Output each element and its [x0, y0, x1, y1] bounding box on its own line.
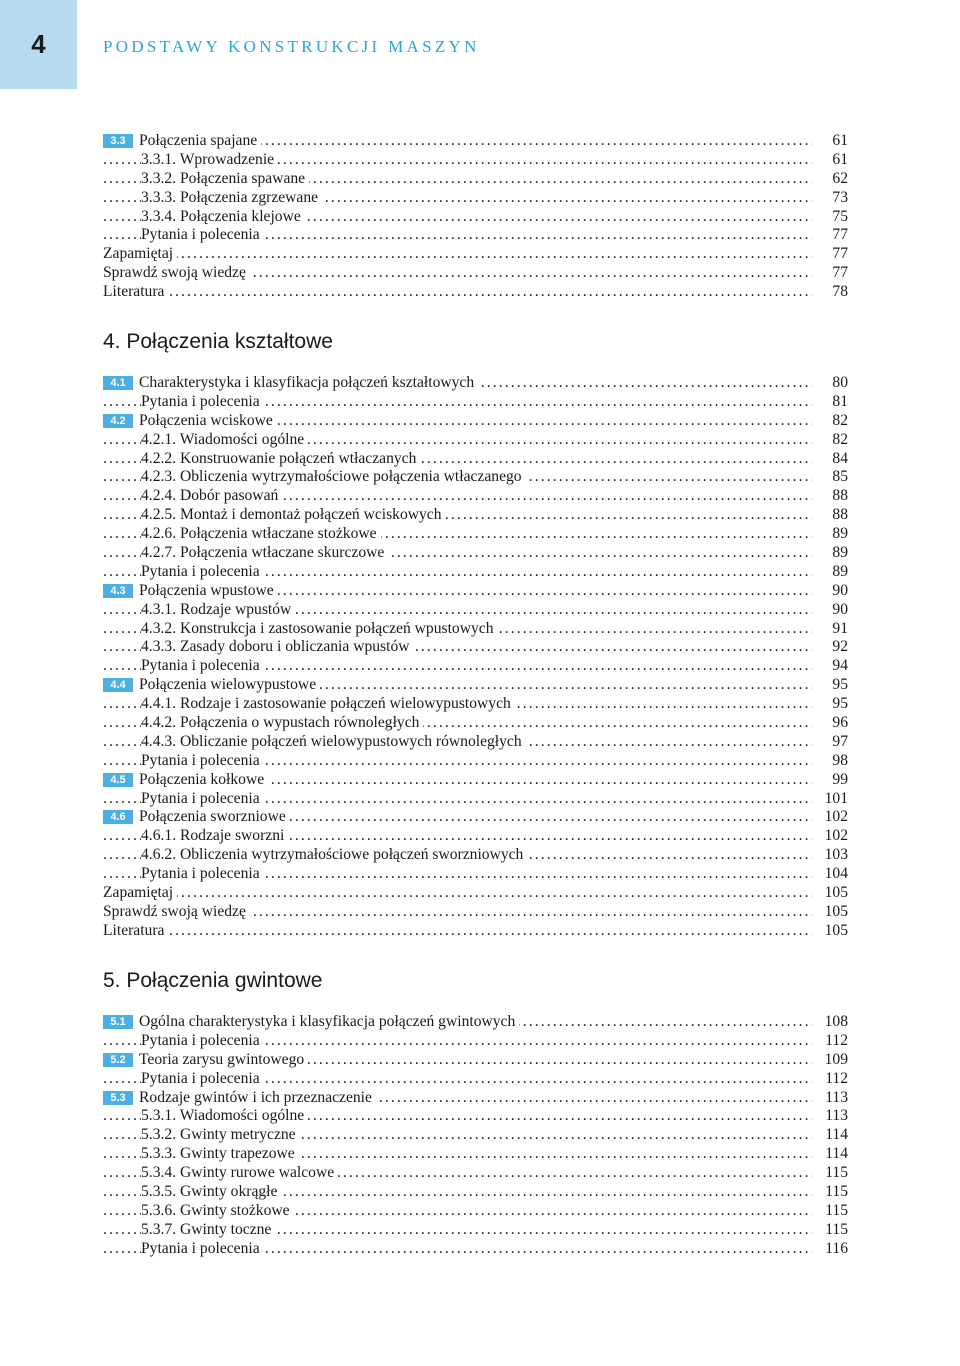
toc-page-number: 82 — [812, 431, 848, 450]
toc-page-number: 77 — [812, 226, 848, 245]
toc-entry-title: Pytania i polecenia — [141, 789, 260, 807]
section-number-badge: 5.1 — [103, 1015, 133, 1029]
page-number: 4 — [31, 29, 46, 59]
toc-entry-title: Połączenia sworzniowe — [139, 808, 286, 826]
toc-page-number: 115 — [812, 1221, 848, 1240]
toc-page-number: 84 — [812, 450, 848, 469]
toc-page-number: 62 — [812, 170, 848, 189]
toc-entry-title: Połączenia wielowypustowe — [139, 676, 317, 694]
toc-entry — [103, 468, 848, 487]
toc-entry-title: Rodzaje gwintów i ich przeznaczenie — [139, 1088, 372, 1106]
toc-entry-title: Pytania i polecenia — [141, 657, 260, 675]
toc-entry — [103, 563, 848, 582]
toc-page-number: 95 — [812, 676, 848, 695]
toc-entry — [103, 1202, 848, 1221]
toc-entry-title: 4.2.6. Połączenia wtłaczane stożkowe — [141, 525, 377, 543]
toc-entry — [103, 1183, 848, 1202]
toc-entry — [103, 582, 848, 601]
toc-entry-title: 3.3.4. Połączenia klejowe — [141, 207, 301, 225]
toc-entry — [103, 1240, 848, 1259]
toc-entry-title: Zapamiętaj — [103, 245, 174, 263]
page-number-box — [0, 0, 77, 89]
toc-entry-title: 4.6.1. Rodzaje sworzni — [141, 827, 285, 845]
toc-entry — [103, 412, 848, 431]
section-number-badge: 4.3 — [103, 584, 133, 598]
toc-entry-title: Literatura — [103, 921, 165, 939]
toc-page-number: 61 — [812, 132, 848, 151]
toc-page-number: 91 — [812, 620, 848, 639]
toc-entry-title: Pytania i polecenia — [141, 865, 260, 883]
toc-page-number: 96 — [812, 714, 848, 733]
toc-entry — [103, 714, 848, 733]
toc-page-number: 88 — [812, 487, 848, 506]
toc-entry — [103, 1107, 848, 1126]
toc-entry-title: Pytania i polecenia — [141, 562, 260, 580]
toc-entry — [103, 450, 848, 469]
toc-entry-title: Połączenia wpustowe — [139, 581, 274, 599]
toc-entry-title: 5.3.5. Gwinty okrągłe — [141, 1183, 278, 1201]
toc-entry-title: 5.3.4. Gwinty rurowe walcowe — [141, 1164, 335, 1182]
toc-entry — [103, 846, 848, 865]
toc-entry-title: Charakterystyka i klasyfikacja połączeń kształtowych — [139, 374, 475, 391]
section-number-badge: 4.6 — [103, 810, 133, 824]
toc-entry-title: 4.3.1. Rodzaje wpustów — [141, 600, 292, 618]
toc-entry — [103, 431, 848, 450]
toc-entry-title: 4.2.2. Konstruowanie połączeń wtłaczanych — [141, 449, 417, 467]
dot-leader — [103, 283, 812, 302]
toc-entry-title: 3.3.1. Wprowadzenie — [141, 150, 275, 168]
toc-entry-title: 5.3.1. Wiadomości ogólne — [141, 1107, 305, 1125]
toc-entry-title: Ogólna charakterystyka i klasyfikacja połączeń gwintowych — [139, 1013, 516, 1030]
toc-entry — [103, 189, 848, 208]
toc-entry-title: Pytania i polecenia — [141, 1031, 260, 1049]
toc-page-number: 105 — [812, 903, 848, 922]
toc-entry — [103, 903, 848, 922]
toc-page-number: 89 — [812, 525, 848, 544]
toc-entry-title: 4.3.3. Zasady doboru i obliczania wpustów — [141, 638, 410, 656]
toc-entry — [103, 657, 848, 676]
toc-entry — [103, 922, 848, 941]
toc-entry — [103, 676, 848, 695]
toc-entry — [103, 1070, 848, 1089]
toc-entry-title: Teoria zarysu gwintowego — [139, 1050, 305, 1068]
toc-entry-title: 3.3.2. Połączenia spawane — [141, 169, 306, 187]
toc-entry — [103, 132, 848, 151]
toc-chapter-5 — [103, 1013, 848, 1259]
toc-entry — [103, 1164, 848, 1183]
toc-page-number: 90 — [812, 582, 848, 601]
toc-entry — [103, 264, 848, 283]
toc-entry-title: Pytania i polecenia — [141, 392, 260, 410]
toc-page-number: 89 — [812, 544, 848, 563]
toc-page-number: 97 — [812, 733, 848, 752]
toc-page-number: 115 — [812, 1183, 848, 1202]
toc-entry — [103, 620, 848, 639]
toc-page-number: 114 — [812, 1145, 848, 1164]
toc-page-number: 73 — [812, 189, 848, 208]
toc-entry-title: 5.3.7. Gwinty toczne — [141, 1220, 272, 1238]
section-number-badge: 4.5 — [103, 773, 133, 787]
toc-entry-title: Literatura — [103, 283, 165, 301]
toc-page-number: 102 — [812, 827, 848, 846]
toc-entry — [103, 884, 848, 903]
toc-page-number: 98 — [812, 752, 848, 771]
toc-page-number: 82 — [812, 412, 848, 431]
toc-section-3 — [103, 132, 848, 302]
toc-entry-title: Zapamiętaj — [103, 884, 174, 902]
toc-entry-title: Pytania i polecenia — [141, 226, 260, 244]
toc-entry-title: Połączenia kołkowe — [139, 770, 265, 788]
running-title: PODSTAWY KONSTRUKCJI MASZYN — [103, 37, 480, 56]
toc-page-number: 61 — [812, 151, 848, 170]
section-number-badge: 4.2 — [103, 414, 133, 428]
toc-page-number: 105 — [812, 922, 848, 941]
toc-entry — [103, 733, 848, 752]
toc-entry-title: Sprawdź swoją wiedzę — [103, 902, 246, 920]
toc-page-number: 112 — [812, 1032, 848, 1051]
section-number-badge: 4.4 — [103, 678, 133, 692]
toc-entry-title: 4.3.2. Konstrukcja i zastosowanie połączeń wpustowych — [141, 619, 494, 637]
toc-page-number: 115 — [812, 1202, 848, 1221]
toc-entry — [103, 1221, 848, 1240]
toc-page-number: 109 — [812, 1051, 848, 1070]
toc-entry — [103, 374, 848, 393]
toc-entry-title: 5.3.2. Gwinty metryczne — [141, 1126, 296, 1144]
toc-entry — [103, 1051, 848, 1070]
toc-entry — [103, 487, 848, 506]
toc-page-number: 90 — [812, 601, 848, 620]
section-number-badge: 3.3 — [103, 134, 133, 148]
toc-entry-title: Pytania i polecenia — [141, 1069, 260, 1087]
toc-entry — [103, 601, 848, 620]
toc-entry — [103, 752, 848, 771]
toc-entry — [103, 1013, 848, 1032]
toc-entry — [103, 790, 848, 809]
toc-entry — [103, 1126, 848, 1145]
toc-entry-title: Sprawdź swoją wiedzę — [103, 264, 246, 282]
page-header — [0, 0, 960, 89]
toc-entry — [103, 1032, 848, 1051]
toc-page-number: 94 — [812, 657, 848, 676]
toc-entry — [103, 827, 848, 846]
toc-entry-title: 4.2.5. Montaż i demontaż połączeń wciskowych — [141, 506, 442, 524]
toc-entry — [103, 771, 848, 790]
section-number-badge: 5.2 — [103, 1053, 133, 1067]
toc-page-number: 88 — [812, 506, 848, 525]
toc-page-number: 104 — [812, 865, 848, 884]
toc-page-number: 113 — [812, 1089, 848, 1108]
toc-entry — [103, 245, 848, 264]
dot-leader — [103, 922, 812, 941]
toc-page-number: 77 — [812, 245, 848, 264]
toc-entry — [103, 808, 848, 827]
toc-page-number: 108 — [812, 1013, 848, 1032]
chapter-5-title: 5. Połączenia gwintowe — [103, 969, 323, 992]
toc-page-number: 92 — [812, 638, 848, 657]
toc-entry-title: Połączenia spajane — [139, 132, 258, 149]
toc-entry — [103, 544, 848, 563]
toc-entry — [103, 1089, 848, 1108]
toc-page-number: 114 — [812, 1126, 848, 1145]
dot-leader — [103, 884, 812, 903]
toc-entry — [103, 1145, 848, 1164]
toc-page-number: 89 — [812, 563, 848, 582]
chapter-4-title: 4. Połączenia kształtowe — [103, 330, 333, 353]
toc-entry — [103, 393, 848, 412]
toc-entry-title: 4.2.4. Dobór pasowań — [141, 487, 279, 505]
toc-page-number: 77 — [812, 264, 848, 283]
toc-page-number: 78 — [812, 283, 848, 302]
toc-entry-title: 4.6.2. Obliczenia wytrzymałościowe połączeń sworzniowych — [141, 846, 524, 864]
toc-entry-title: 4.4.3. Obliczanie połączeń wielowypustowych równoległych — [141, 732, 522, 750]
toc-entry-title: 4.2.1. Wiadomości ogólne — [141, 430, 305, 448]
section-number-badge: 4.1 — [103, 376, 133, 390]
toc-page-number: 105 — [812, 884, 848, 903]
toc-entry-title: 5.3.6. Gwinty stożkowe — [141, 1201, 290, 1219]
toc-entry-title: 3.3.3. Połączenia zgrzewane — [141, 188, 319, 206]
toc-entry-title: 4.4.2. Połączenia o wypustach równoległych — [141, 714, 420, 732]
toc-entry — [103, 226, 848, 245]
toc-entry — [103, 506, 848, 525]
toc-entry — [103, 638, 848, 657]
toc-page-number: 80 — [812, 374, 848, 393]
toc-page-number: 75 — [812, 208, 848, 227]
toc-entry-title: 5.3.3. Gwinty trapezowe — [141, 1145, 295, 1163]
toc-entry — [103, 525, 848, 544]
toc-page-number: 116 — [812, 1240, 848, 1259]
toc-page-number: 113 — [812, 1107, 848, 1126]
toc-page-number: 85 — [812, 468, 848, 487]
toc-chapter-4 — [103, 374, 848, 941]
toc-entry — [103, 865, 848, 884]
section-number-badge: 5.3 — [103, 1091, 133, 1105]
toc-page-number: 99 — [812, 771, 848, 790]
toc-entry — [103, 695, 848, 714]
toc-page-number: 103 — [812, 846, 848, 865]
toc-page-number: 112 — [812, 1070, 848, 1089]
dot-leader — [103, 245, 812, 264]
toc-entry — [103, 170, 848, 189]
toc-entry — [103, 208, 848, 227]
toc-page-number: 95 — [812, 695, 848, 714]
toc-entry-title: 4.4.1. Rodzaje i zastosowanie połączeń wielowypustowych — [141, 695, 511, 713]
toc-entry-title: Pytania i polecenia — [141, 1239, 260, 1257]
toc-entry-title: 4.2.3. Obliczenia wytrzymałościowe połączenia wtłaczanego — [141, 468, 522, 486]
toc-entry-title: Pytania i polecenia — [141, 751, 260, 769]
toc-entry — [103, 151, 848, 170]
toc-page-number: 115 — [812, 1164, 848, 1183]
toc-page-number: 101 — [812, 790, 848, 809]
toc-entry-title: 4.2.7. Połączenia wtłaczane skurczowe — [141, 544, 385, 562]
toc-entry-title: Połączenia wciskowe — [139, 411, 273, 429]
toc-page-number: 81 — [812, 393, 848, 412]
toc-entry — [103, 283, 848, 302]
toc-page-number: 102 — [812, 808, 848, 827]
